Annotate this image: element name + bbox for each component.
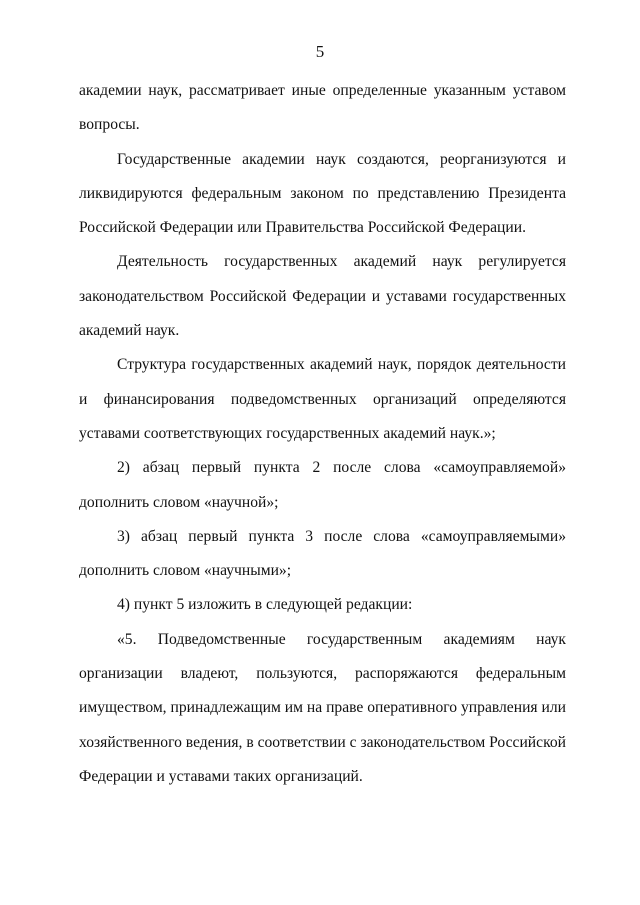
paragraph-academies-creation: Государственные академии наук создаются, реорганизуются и ликвидируются федеральным законом по представлению Президента Российской Федерации или Правительства Российской Федерации. (79, 150, 566, 237)
paragraph-continuation: академии наук, рассматривает иные определенные указанным уставом вопросы. (79, 82, 566, 134)
page-number: 5 (315, 42, 325, 61)
paragraph-amendment-4: 4) пункт 5 изложить в следующей редакции: (117, 596, 413, 614)
paragraph-amendment-2: 2) абзац первый пункта 2 после слова «самоуправляемой» дополнить словом «научной»; (79, 459, 566, 511)
paragraph-amendment-3: 3) абзац первый пункта 3 после слова «самоуправляемыми» дополнить словом «научными»; (79, 527, 566, 580)
paragraph-academies-regulation: Деятельность государственных академий наук регулируется законодательством Российской Федерации и уставами государственных академий наук. (79, 253, 566, 340)
paragraph-point-5: «5. Подведомственные государственным академиям наук организации владеют, пользуются, распоряжаются федеральным имуществом, принадлежащим им на праве оперативного управления или хозяйственного ведения, в соответствии с законодательством Российской Федерации и уставами таких организаций. (79, 630, 566, 785)
document-body (79, 74, 566, 794)
paragraph-academies-structure: Структура государственных академий наук, порядок деятельности и финансирования подведомственных организаций определяются уставами соответствующих государственных академий наук.»; (79, 356, 566, 442)
